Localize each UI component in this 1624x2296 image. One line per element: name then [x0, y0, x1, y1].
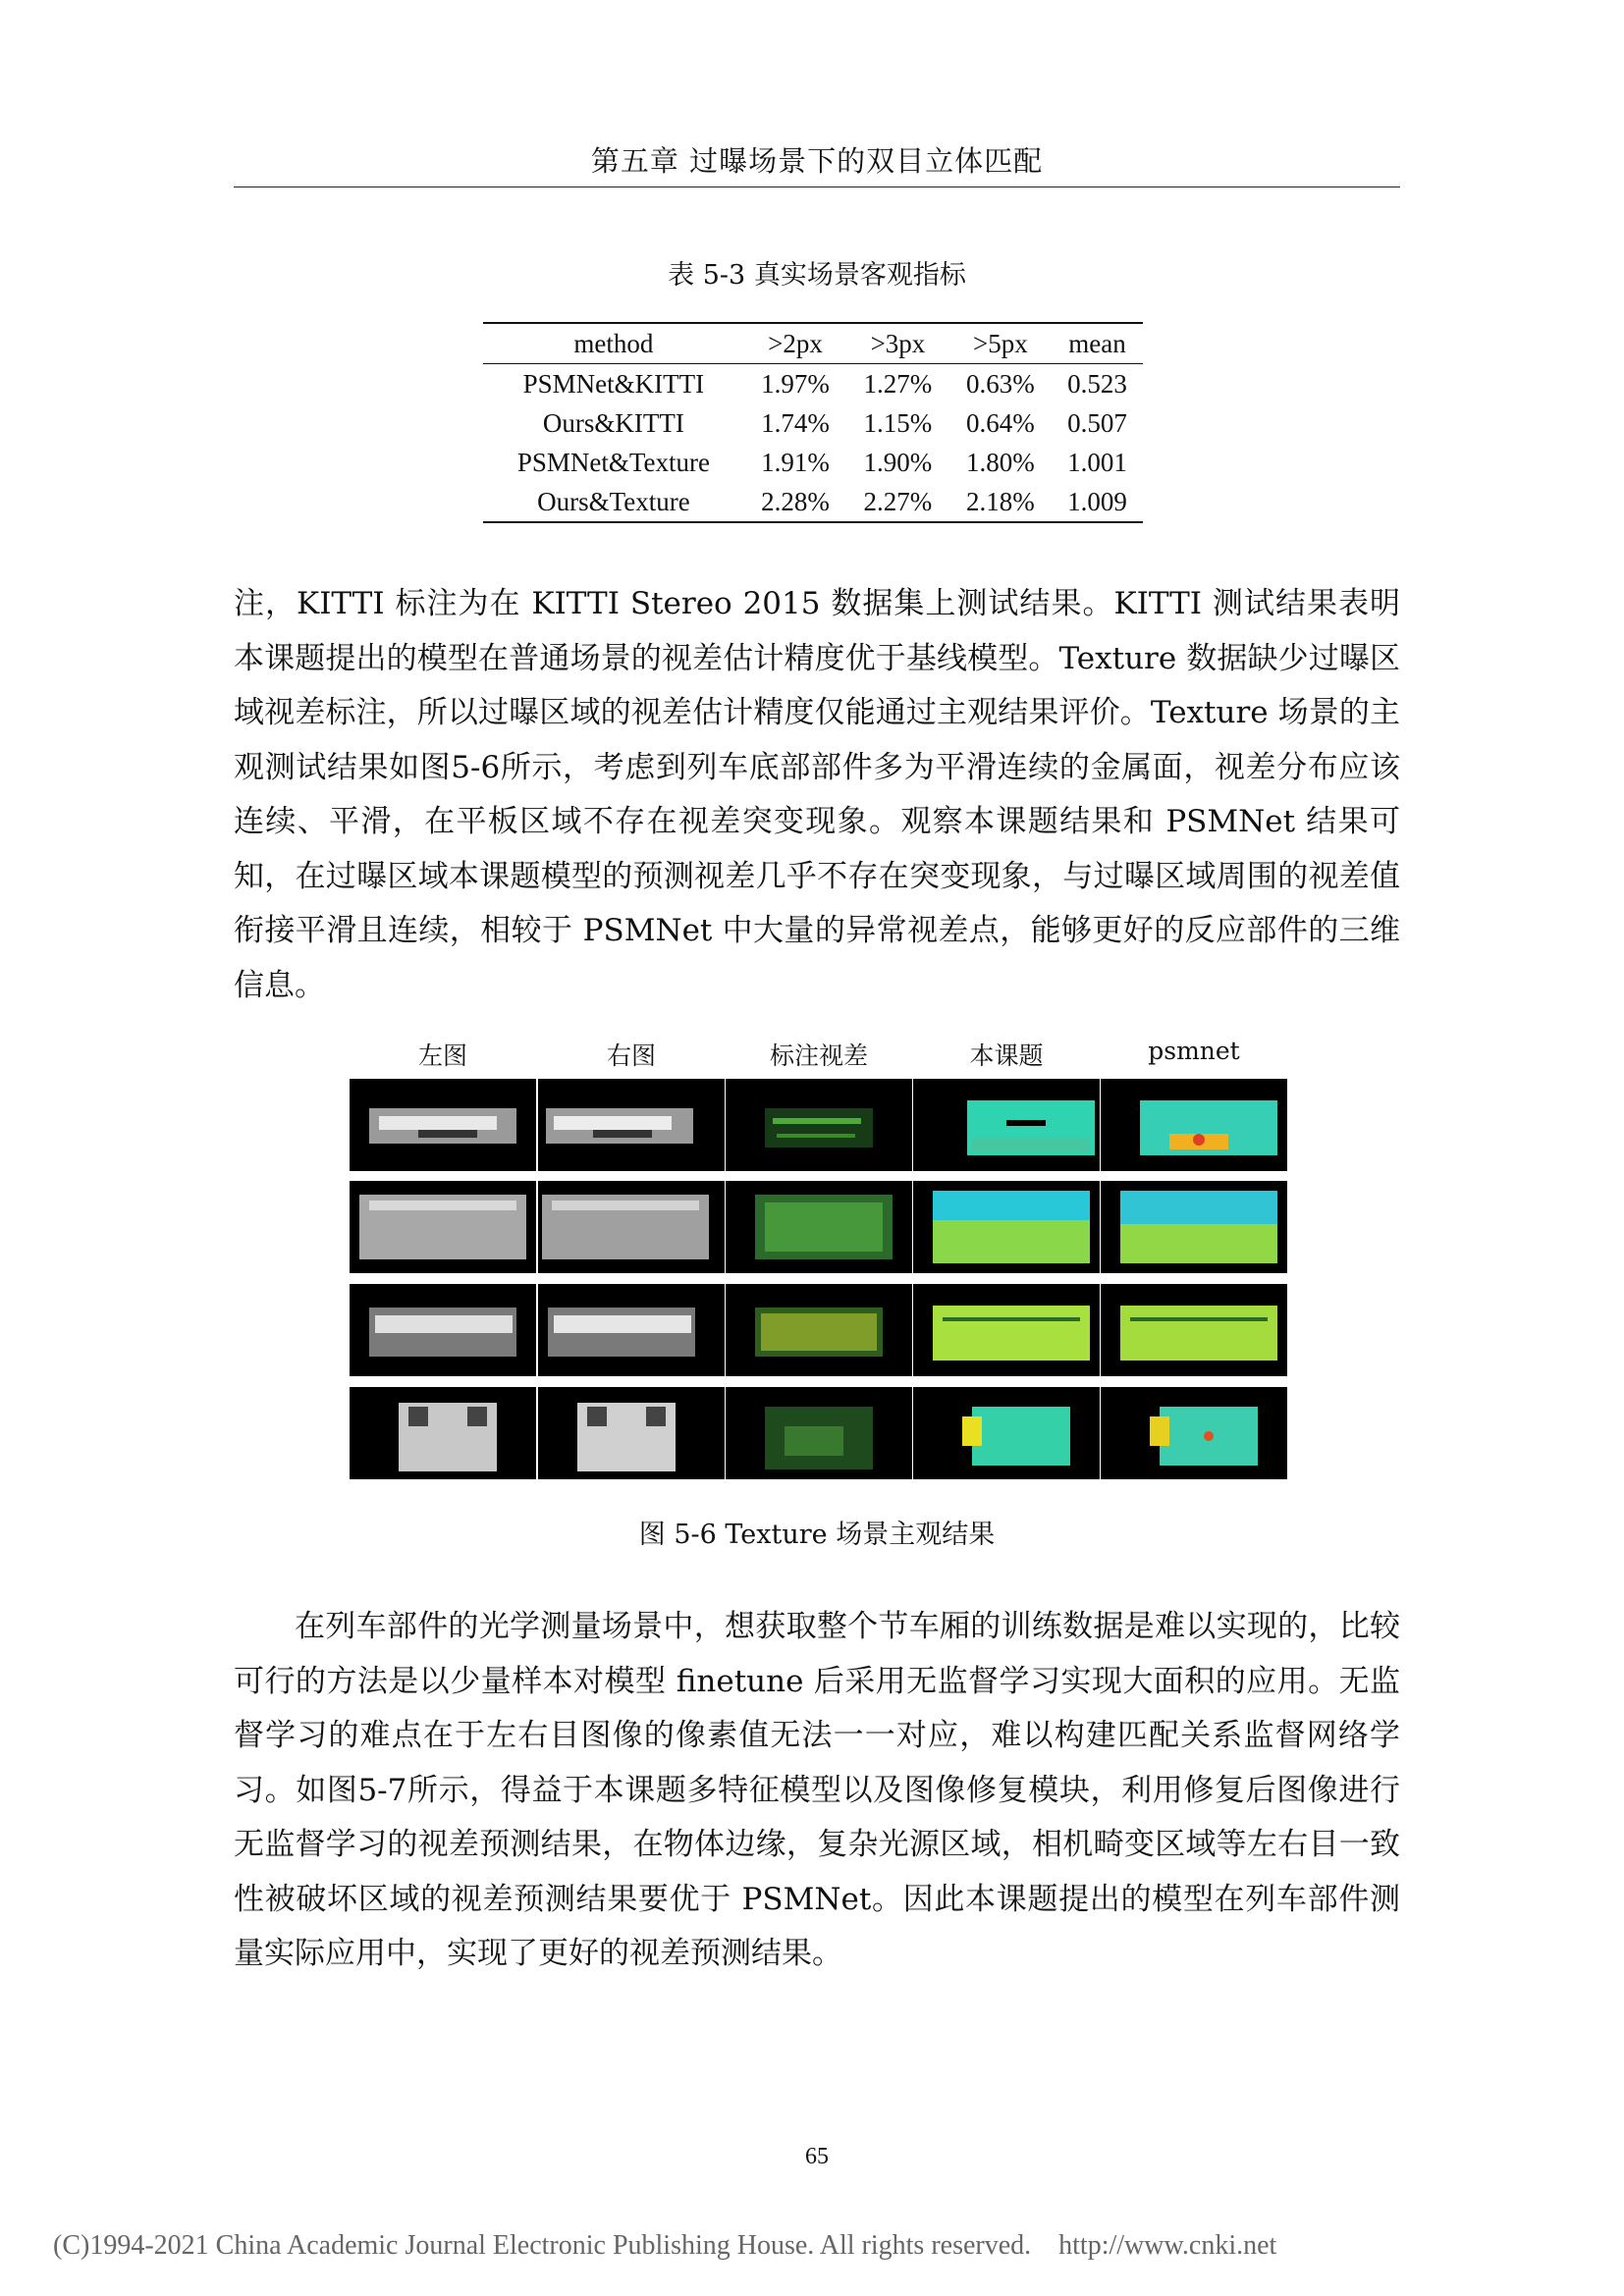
cell: 2.27% — [863, 486, 933, 516]
cell: 1.009 — [1067, 486, 1127, 516]
table-caption: 表 5-3 真实场景客观指标 — [668, 260, 966, 291]
table-header-row — [483, 323, 1143, 364]
figure-caption: 图 5-6 Texture 场景主观结果 — [638, 1520, 996, 1550]
cell: 0.64% — [965, 407, 1035, 438]
cell: 1.80% — [965, 447, 1035, 477]
cell: 0.507 — [1067, 407, 1127, 438]
copyright-footer: (C)1994-2021 China Academic Journal Electronic Publishing House. All rights reserved. http://www.cnki.net — [53, 2230, 1277, 2261]
figure-image-psmnet-3 — [1101, 1284, 1287, 1376]
cell: 1.15% — [863, 407, 933, 438]
figure-image-ours-4 — [913, 1387, 1100, 1479]
cell: 0.63% — [965, 368, 1035, 399]
body-paragraph-1: 注，KITTI 标注为在 KITTI Stereo 2015 数据集上测试结果。KITTI 测试结果表明本课题提出的模型在普通场景的视差估计精度优于基线模型。Texture 数据缺少过曝区域视差标注，所以过曝区域的视差估计精度仅能通过主观结果评价。Texture 场景的主观测试结果如图5-6所示，考虑到列车底部部件多为平滑连续的金属面，视差分布应该连续、平滑，在平板区域不存在视差突变现象。观察本课题结果和 PSMNet 结果可知，在过曝区域本课题模型的预测视差几乎不存在突变现象，与过曝区域周围的视差值衔接平滑且连续，相较于 PSMNet 中大量的异常视差点，能够更好的反应部件的三维信息。 — [234, 586, 1400, 1003]
figure-image-psmnet-2 — [1101, 1181, 1287, 1273]
cell: 1.97% — [761, 368, 830, 399]
figure-image-ours-3 — [913, 1284, 1100, 1376]
table-row — [483, 443, 1143, 482]
figure-image-right-2 — [538, 1181, 725, 1273]
figure-header-left: 左图 — [417, 1041, 467, 1070]
header-mean: mean — [1068, 328, 1126, 358]
running-head: 第五章 过曝场景下的双目立体匹配 — [590, 144, 1044, 178]
figure-image-gt-2 — [726, 1181, 912, 1273]
figure-header-psmnet: psmnet — [1148, 1037, 1240, 1065]
cell: 1.90% — [863, 447, 933, 477]
figure-image-ours-2 — [913, 1181, 1100, 1273]
cell: 1.27% — [863, 368, 933, 399]
cell: 1.91% — [761, 447, 830, 477]
header-2px: >2px — [768, 328, 823, 358]
cell: Ours&KITTI — [542, 407, 684, 438]
cell: 1.74% — [761, 407, 830, 438]
header-method: method — [573, 328, 654, 358]
cell: PSMNet&Texture — [516, 447, 710, 477]
cell: 1.001 — [1067, 447, 1127, 477]
header-5px: >5px — [972, 328, 1028, 358]
figure-image-gt-4 — [726, 1387, 912, 1479]
figure-image-left-3 — [350, 1284, 536, 1376]
figure-image-gt-3 — [726, 1284, 912, 1376]
figure-image-left-4 — [350, 1387, 536, 1479]
figure-header-right: 右图 — [606, 1041, 656, 1070]
figure-header-ours: 本课题 — [969, 1041, 1044, 1070]
figure-image-right-1 — [538, 1079, 725, 1171]
cell: 2.28% — [761, 486, 830, 516]
cell: 2.18% — [965, 486, 1035, 516]
cell: 0.523 — [1067, 368, 1127, 399]
page-number: 65 — [805, 2144, 829, 2169]
figure-image-left-1 — [350, 1079, 536, 1171]
table-row — [483, 482, 1143, 522]
figure-image-right-4 — [538, 1387, 725, 1479]
header-3px: >3px — [870, 328, 926, 358]
figure-image-psmnet-4 — [1101, 1387, 1287, 1479]
figure-image-psmnet-1 — [1101, 1079, 1287, 1171]
body-paragraph-2: 在列车部件的光学测量场景中，想获取整个节车厢的训练数据是难以实现的，比较可行的方法是以少量样本对模型 finetune 后采用无监督学习实现大面积的应用。无监督学习的难点在于左右目图像的像素值无法一一对应，难以构建匹配关系监督网络学习。如图5-7所示，得益于本课题多特征模型以及图像修复模块，利用修复后图像进行无监督学习的视差预测结果，在物体边缘，复杂光源区域，相机畸变区域等左右目一致性被破坏区域的视差预测结果要优于 PSMNet。因此本课题提出的模型在列车部件测量实际应用中，实现了更好的视差预测结果。 — [234, 1609, 1400, 1971]
figure-image-right-3 — [538, 1284, 725, 1376]
figure-image-gt-1 — [726, 1079, 912, 1171]
figure-image-ours-1 — [913, 1079, 1100, 1171]
cell: Ours&Texture — [537, 486, 690, 516]
table-row — [483, 403, 1143, 443]
table-row — [483, 364, 1143, 404]
cell: PSMNet&KITTI — [522, 368, 705, 399]
figure-header-gt: 标注视差 — [769, 1041, 868, 1070]
figure-image-left-2 — [350, 1181, 536, 1273]
metrics-table — [483, 322, 1143, 523]
